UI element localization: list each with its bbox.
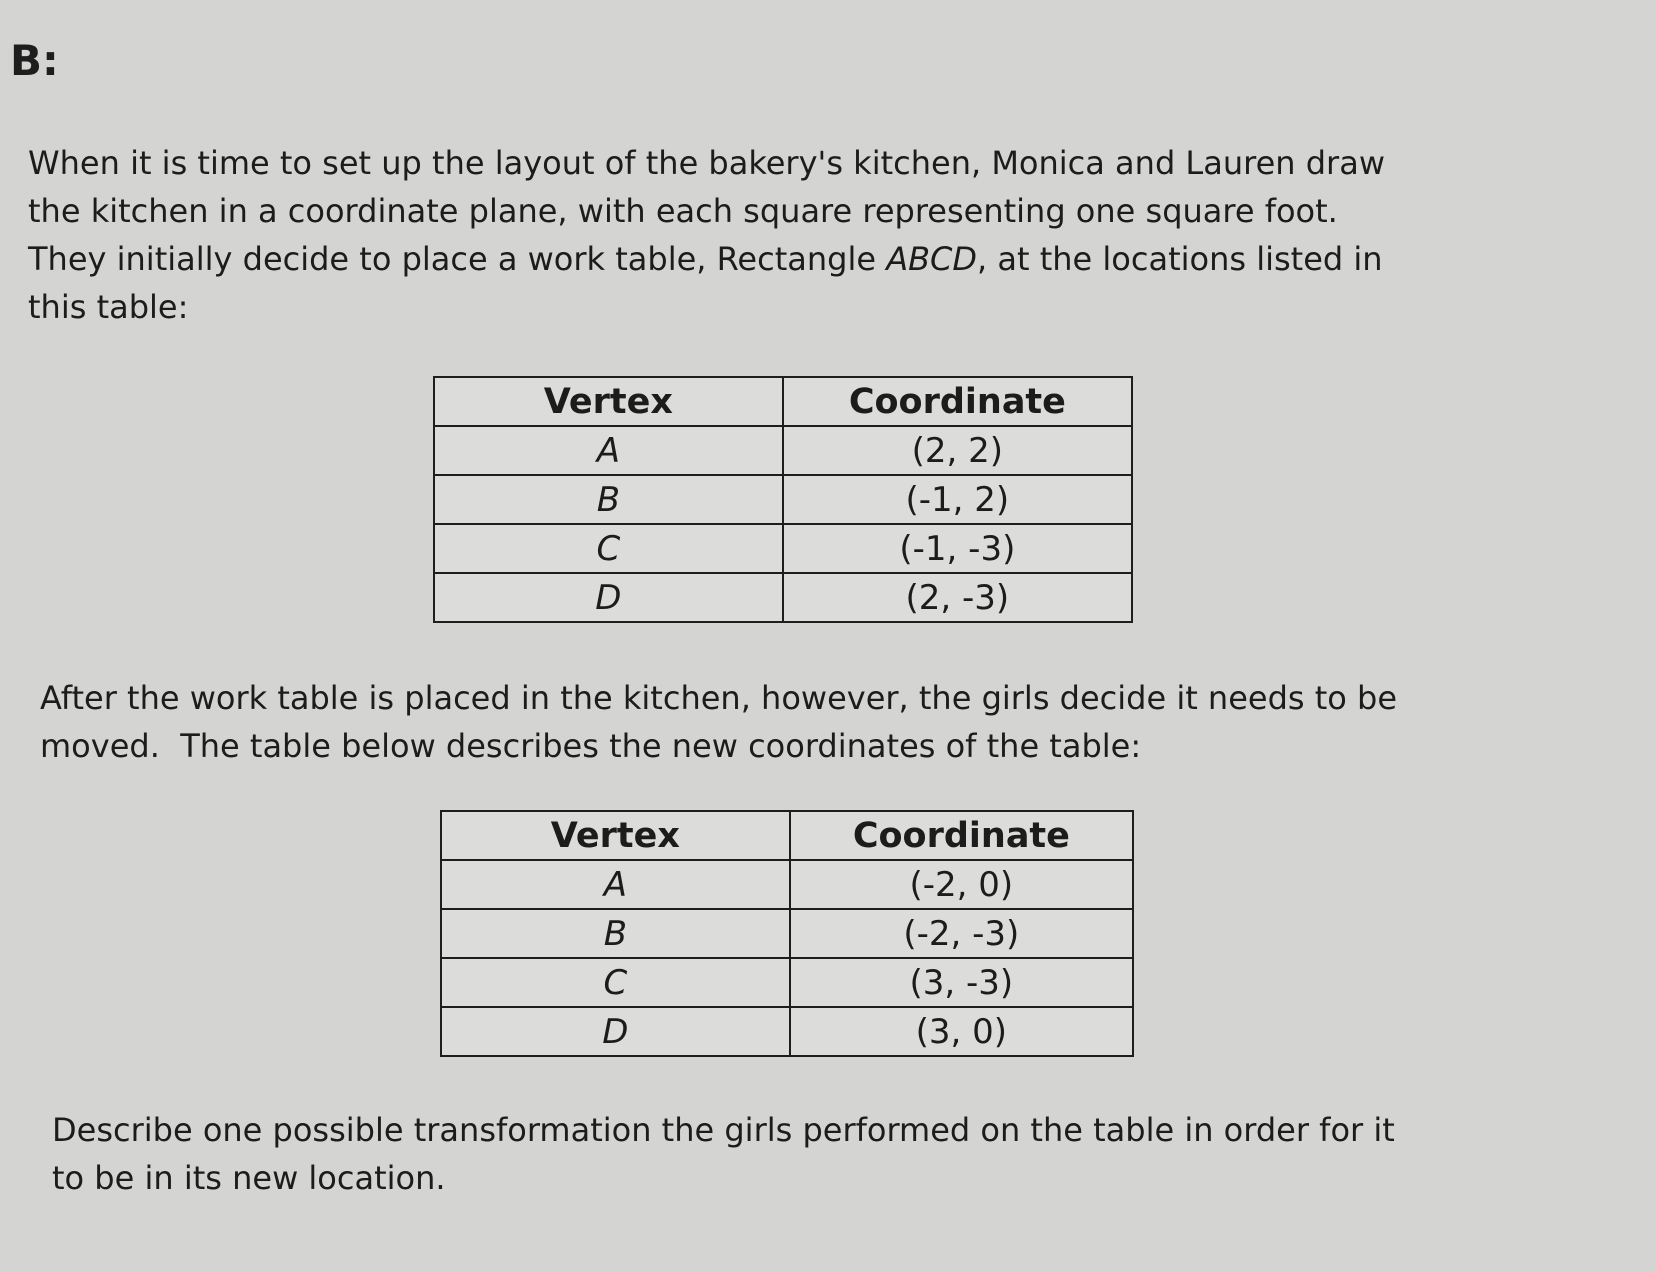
coordinate-header: Coordinate — [790, 811, 1133, 860]
coordinate-cell: (-1, -3) — [783, 524, 1132, 573]
after-paragraph — [40, 674, 1397, 770]
intro-line-4: this table: — [28, 288, 189, 326]
vertex-header: Vertex — [434, 377, 783, 426]
table-row — [441, 1007, 1133, 1056]
section-label: B: — [10, 36, 59, 85]
intro-line-1: When it is time to set up the layout of the bakery's kitchen, Monica and Lauren draw — [28, 144, 1385, 182]
table-row — [434, 524, 1132, 573]
intro-line-2: the kitchen in a coordinate plane, with each square representing one square foot. — [28, 192, 1338, 230]
vertex-cell: D — [434, 573, 783, 622]
question-line-2: to be in its new location. — [52, 1159, 446, 1197]
vertex-cell: B — [434, 475, 783, 524]
coordinate-cell: (-2, 0) — [790, 860, 1133, 909]
coordinate-cell: (2, -3) — [783, 573, 1132, 622]
new-coordinates-table — [440, 810, 1134, 1057]
vertex-cell: C — [434, 524, 783, 573]
table-header-row — [434, 377, 1132, 426]
table-row — [434, 475, 1132, 524]
table-header-row — [441, 811, 1133, 860]
table-row — [441, 909, 1133, 958]
question-paragraph — [52, 1106, 1395, 1202]
table-row — [434, 426, 1132, 475]
coordinate-cell: (-2, -3) — [790, 909, 1133, 958]
coordinate-cell: (3, 0) — [790, 1007, 1133, 1056]
after-line-2: moved. The table below describes the new coordinates of the table: — [40, 727, 1142, 765]
after-line-1: After the work table is placed in the kitchen, however, the girls decide it needs to be — [40, 679, 1398, 717]
coordinate-cell: (2, 2) — [783, 426, 1132, 475]
vertex-cell: A — [434, 426, 783, 475]
vertex-cell: C — [441, 958, 790, 1007]
initial-coordinates-table — [433, 376, 1133, 623]
intro-line-3-end: , at the locations listed in — [977, 240, 1383, 278]
table-row — [434, 573, 1132, 622]
vertex-cell: D — [441, 1007, 790, 1056]
vertex-header: Vertex — [441, 811, 790, 860]
coordinate-cell: (3, -3) — [790, 958, 1133, 1007]
intro-line-3 — [28, 235, 1385, 283]
table-row — [441, 958, 1133, 1007]
vertex-cell: A — [441, 860, 790, 909]
intro-line-3-start: They initially decide to place a work table, Rectangle — [28, 240, 887, 278]
vertex-cell: B — [441, 909, 790, 958]
table-row — [441, 860, 1133, 909]
rectangle-name: ABCD — [886, 240, 978, 278]
coordinate-header: Coordinate — [783, 377, 1132, 426]
coordinate-cell: (-1, 2) — [783, 475, 1132, 524]
question-line-1: Describe one possible transformation the girls performed on the table in order for it — [52, 1111, 1395, 1149]
intro-paragraph — [28, 139, 1385, 331]
